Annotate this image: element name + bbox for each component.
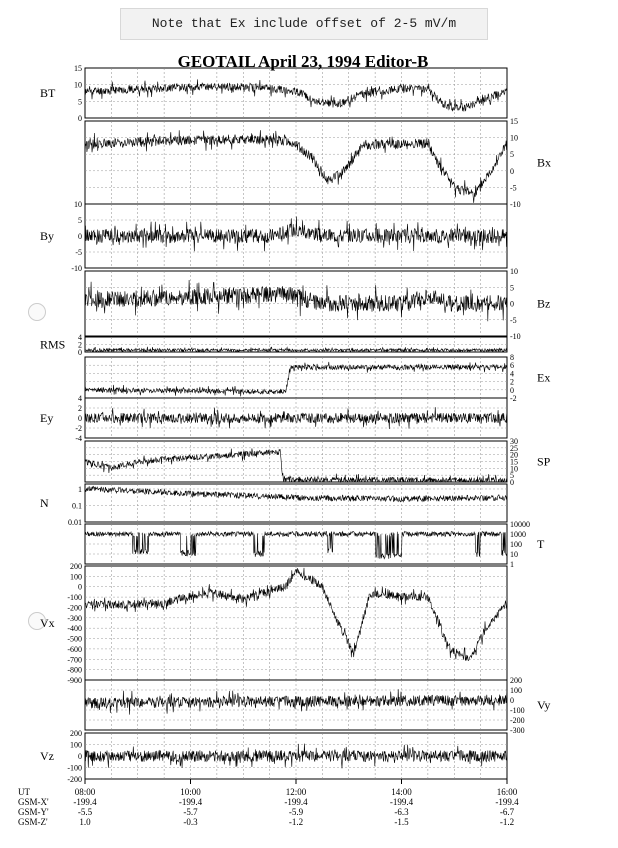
- panel-label-n: N: [40, 496, 49, 510]
- tick-label-by: 0: [78, 232, 82, 241]
- tick-label-t: 1000: [510, 530, 526, 539]
- orbit-row-value: -1.2: [288, 817, 304, 827]
- tick-label-bx: -10: [510, 200, 521, 209]
- tick-label-ey: -2: [75, 424, 82, 433]
- tick-label-bx: -5: [510, 183, 517, 193]
- tick-label-ex: -2: [510, 394, 517, 403]
- panel-label-bx: Bx: [537, 155, 552, 170]
- series-line-vz: [85, 744, 507, 769]
- tick-label-vy: -100: [510, 706, 525, 715]
- orbit-row-value: -5.7: [183, 807, 198, 817]
- tick-label-ey: 4: [78, 394, 82, 403]
- tick-label-vx: -800: [67, 665, 82, 675]
- panel-label-ey: Ey: [40, 411, 54, 425]
- series-line-ex: [85, 362, 507, 396]
- panel-label-sp: SP: [537, 454, 551, 469]
- tick-label-t: 10: [510, 550, 518, 559]
- tick-label-vx: -300: [67, 613, 82, 623]
- tick-label-vx: -600: [67, 644, 82, 654]
- tick-label-ey: -4: [75, 434, 82, 443]
- orbit-row-value: 14:00: [391, 787, 412, 797]
- tick-label-vx: 100: [70, 572, 82, 582]
- tick-label-n: 0.1: [72, 501, 82, 511]
- orbit-row-label: UT: [18, 787, 30, 797]
- tick-label-bz: 0: [510, 299, 514, 309]
- orbit-row-value: -1.5: [394, 817, 409, 827]
- tick-label-vy: 100: [510, 686, 522, 695]
- tick-label-t: 1: [510, 560, 514, 569]
- tick-label-vx: 0: [78, 582, 82, 592]
- tick-label-sp: 25: [510, 443, 518, 453]
- orbit-row-value: 10:00: [180, 787, 201, 797]
- tick-label-by: 10: [74, 200, 82, 209]
- tick-label-vx: 200: [70, 562, 82, 571]
- orbit-row-label: GSM-Z': [18, 817, 48, 827]
- panel-label-bz: Bz: [537, 296, 551, 311]
- tick-label-vy: -200: [510, 716, 525, 725]
- panel-label-rms: RMS: [40, 337, 66, 352]
- tick-label-rms: 2: [78, 340, 82, 350]
- tick-label-by: 5: [78, 216, 82, 225]
- tick-label-ey: 0: [78, 414, 82, 423]
- orbit-row-value: 16:00: [496, 787, 518, 797]
- tick-label-bt: 15: [74, 64, 82, 73]
- tick-label-rms: 0: [78, 348, 82, 357]
- tick-label-sp: 20: [510, 450, 518, 460]
- tick-label-ey: 2: [78, 404, 82, 413]
- tick-label-vz: -100: [67, 763, 82, 773]
- orbit-row-value: -1.2: [499, 817, 515, 827]
- tick-label-ex: 2: [510, 377, 514, 387]
- orbit-row-value: -6.7: [499, 807, 515, 817]
- panel-label-t: T: [537, 537, 545, 551]
- orbit-row-value: -199.4: [495, 797, 519, 807]
- offset-note: Note that Ex include offset of 2-5 mV/m: [120, 8, 488, 40]
- tick-label-bt: 5: [78, 97, 82, 107]
- tick-label-by: -5: [75, 248, 82, 257]
- tick-label-sp: 15: [510, 457, 518, 467]
- tick-label-bz: -5: [510, 315, 517, 325]
- tick-label-sp: 5: [510, 471, 514, 481]
- tick-label-vx: -100: [67, 593, 82, 603]
- orbit-row-value: -5.9: [288, 807, 304, 817]
- tick-label-vz: 200: [70, 729, 82, 738]
- tick-label-vx: -700: [67, 655, 82, 665]
- tick-label-bt: 0: [78, 114, 82, 123]
- panel-label-ex: Ex: [537, 370, 551, 385]
- tick-label-vx: -500: [67, 634, 82, 644]
- tick-label-bt: 10: [74, 80, 82, 90]
- tick-label-ex: 4: [510, 369, 514, 379]
- tick-label-sp: 30: [510, 437, 518, 446]
- tick-label-bz: 5: [510, 283, 514, 293]
- tick-label-sp: 10: [510, 464, 518, 474]
- orbit-row-value: -199.4: [178, 797, 203, 807]
- tick-label-bx: 0: [510, 166, 514, 176]
- tick-label-n: 0.01: [68, 518, 82, 527]
- tick-label-sp: 0: [510, 478, 514, 487]
- tick-label-ex: 6: [510, 361, 514, 371]
- orbit-row-value: 1.0: [79, 817, 91, 827]
- tick-label-n: 1: [78, 484, 82, 494]
- panel-label-by: By: [40, 229, 55, 243]
- orbit-row-value: 08:00: [74, 787, 96, 797]
- chart-title: GEOTAIL April 23, 1994 Editor-B: [177, 52, 429, 71]
- tick-label-ex: 8: [510, 353, 514, 362]
- tick-label-vx: -200: [67, 603, 82, 613]
- orbit-row-value: -199.4: [284, 797, 308, 807]
- tick-label-bx: 10: [510, 133, 518, 143]
- tick-label-by: -10: [71, 264, 82, 273]
- tick-label-vy: 200: [510, 676, 522, 685]
- orbit-row-value: -6.3: [394, 807, 409, 817]
- panel-label-vy: Vy: [537, 698, 551, 712]
- orbit-row-value: -199.4: [73, 797, 97, 807]
- orbit-row-label: GSM-X': [18, 797, 49, 807]
- tick-label-rms: 4: [78, 333, 82, 342]
- tick-label-vz: 0: [78, 752, 82, 761]
- panel-label-vx: Vx: [40, 616, 55, 630]
- tick-label-t: 10000: [510, 520, 530, 529]
- tick-label-bz: -10: [510, 332, 521, 341]
- series-line-rms: [85, 347, 507, 352]
- tick-label-bx: 15: [510, 117, 518, 126]
- tick-label-ex: 0: [510, 385, 514, 395]
- tick-label-vx: -400: [67, 624, 82, 634]
- tick-label-vz: -200: [67, 775, 82, 784]
- tick-label-vy: 0: [510, 696, 514, 705]
- panel-label-vz: Vz: [40, 749, 54, 763]
- tick-label-t: 100: [510, 540, 522, 549]
- tick-label-bz: 10: [510, 267, 518, 276]
- panel-label-bt: BT: [40, 86, 56, 100]
- orbit-row-value: -199.4: [389, 797, 414, 807]
- orbit-row-label: GSM-Y': [18, 807, 49, 817]
- orbit-row-value: 12:00: [285, 787, 307, 797]
- tick-label-vx: -900: [67, 676, 82, 685]
- orbit-row-value: -5.5: [77, 807, 93, 817]
- tick-label-vz: 100: [70, 740, 82, 750]
- orbit-row-value: -0.3: [183, 817, 198, 827]
- tick-label-vy: -300: [510, 726, 525, 735]
- tick-label-bx: 5: [510, 150, 514, 160]
